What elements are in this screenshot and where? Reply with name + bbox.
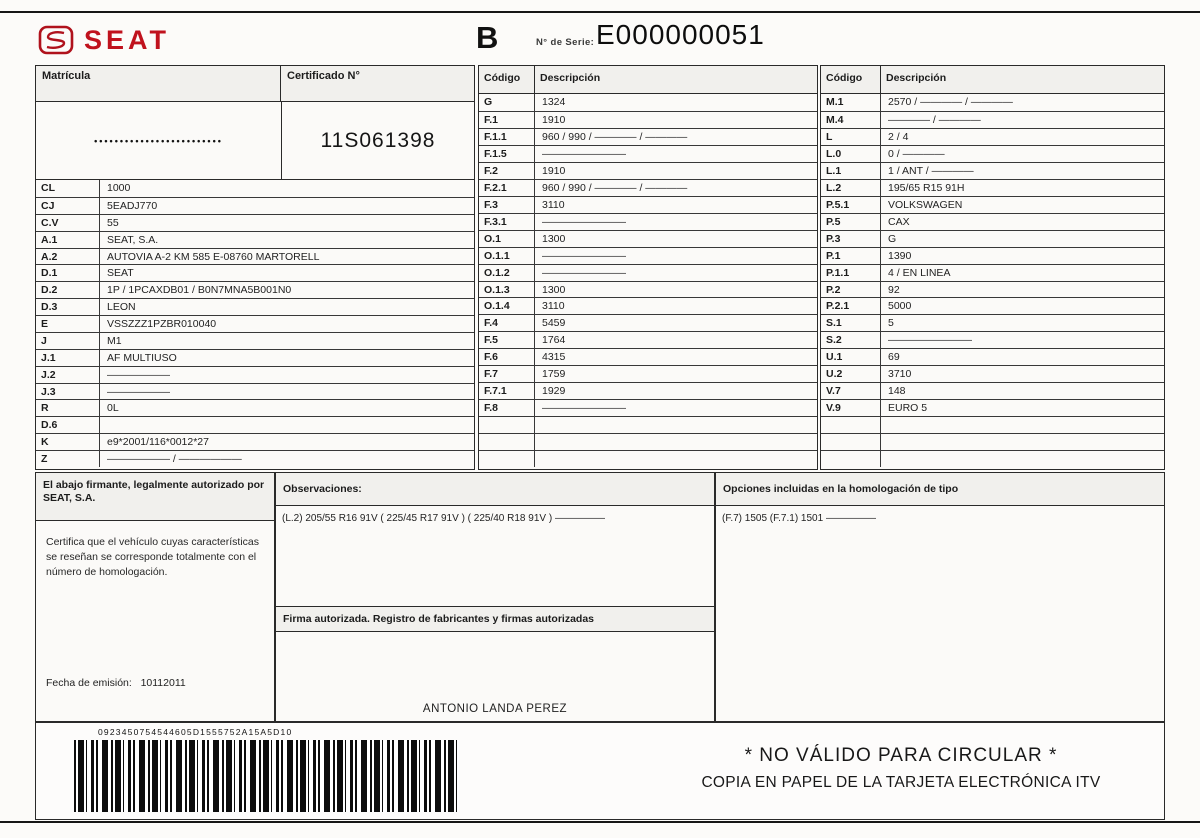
table-row (479, 331, 817, 348)
field-value: 2570 / ———— / ———— (888, 96, 1013, 108)
table-row (36, 399, 474, 416)
field-code: L (821, 129, 881, 145)
field-value: 55 (107, 216, 119, 229)
field-code: O.1.3 (479, 282, 535, 298)
field-value: 1764 (542, 334, 566, 347)
signer-box (35, 472, 275, 722)
field-code (479, 434, 535, 450)
field-value: SEAT (107, 267, 134, 280)
document-letter: B (476, 20, 499, 55)
field-value (881, 451, 893, 467)
field-code: O.1 (479, 231, 535, 247)
field-code (821, 434, 881, 450)
codes-table-header (821, 66, 1164, 94)
table-row (821, 196, 1164, 213)
field-value: 5 (888, 317, 894, 330)
field-code: F.7.1 (479, 383, 535, 399)
table-row (821, 247, 1164, 264)
barcode-image (74, 740, 459, 812)
field-value: 4 / EN LINEA (888, 266, 951, 279)
right-rows-body (821, 94, 1164, 467)
codigo-header: Código (479, 66, 535, 93)
field-value: CAX (888, 215, 910, 228)
field-code: F.3.1 (479, 214, 535, 230)
field-value: 92 (888, 283, 900, 296)
left-rows-body (36, 180, 474, 467)
table-row (479, 450, 817, 467)
table-row (479, 281, 817, 298)
field-value: 3710 (888, 368, 912, 381)
table-row (479, 230, 817, 247)
serial-number-value: E000000051 (596, 19, 765, 50)
field-code: F.4 (479, 315, 535, 331)
field-code: F.2 (479, 163, 535, 179)
table-row (479, 179, 817, 196)
field-code: D.3 (36, 299, 100, 315)
field-code: CJ (36, 198, 100, 214)
matricula-value: ••••••••••••••••••••••••• (94, 135, 223, 146)
table-row (479, 382, 817, 399)
field-value: 5000 (888, 300, 912, 313)
table-row (36, 197, 474, 214)
observaciones-text: (L.2) 205/55 R16 91V ( 225/45 R17 91V ) ( 225/40 R18 91V ) ————— (282, 513, 605, 524)
table-row (36, 315, 474, 332)
table-row (821, 94, 1164, 111)
table-row (821, 433, 1164, 450)
table-row (36, 450, 474, 467)
field-value: 1324 (542, 96, 566, 108)
table-row (821, 162, 1164, 179)
field-code: P.5 (821, 214, 881, 230)
table-row (479, 145, 817, 162)
table-row (821, 281, 1164, 298)
field-code: F.3 (479, 197, 535, 213)
table-row (821, 128, 1164, 145)
opciones-text: (F.7) 1505 (F.7.1) 1501 ————— (722, 513, 876, 524)
table-row (36, 298, 474, 315)
field-code: J (36, 333, 100, 349)
table-row (36, 416, 474, 433)
field-code: V.7 (821, 383, 881, 399)
field-value: —————— (107, 385, 170, 398)
table-row (36, 366, 474, 383)
descripcion-header: Descripción (540, 72, 601, 84)
table-row (821, 450, 1164, 467)
codes-table-middle (478, 65, 818, 470)
field-value: 0L (107, 402, 119, 415)
field-code: J.3 (36, 384, 100, 400)
table-row (36, 383, 474, 400)
table-row (36, 281, 474, 298)
field-code: Z (36, 451, 100, 467)
field-code: M.4 (821, 112, 881, 128)
field-value: 1910 (542, 113, 566, 126)
table-row (821, 111, 1164, 128)
footer-strip (35, 722, 1165, 820)
field-value: 0 / ———— (888, 147, 945, 160)
field-value: 1390 (888, 249, 912, 262)
field-code: D.1 (36, 265, 100, 281)
field-value (535, 417, 547, 433)
table-row (479, 365, 817, 382)
field-value (535, 451, 547, 467)
field-value: ———————— (542, 266, 626, 279)
field-value: —————— / —————— (107, 453, 242, 466)
certificado-header: Certificado N° (287, 70, 360, 82)
field-value: ———————— (542, 249, 626, 262)
issue-date-value: 10112011 (140, 677, 186, 689)
field-value (535, 434, 547, 450)
field-value: 5459 (542, 317, 566, 330)
seat-emblem-icon (38, 24, 74, 56)
field-code: A.1 (36, 232, 100, 248)
field-value: ———————— (542, 215, 626, 228)
field-code: U.1 (821, 349, 881, 365)
table-row (36, 332, 474, 349)
field-value: 1300 (542, 283, 566, 296)
notice-block (636, 745, 1166, 792)
certificado-cell (282, 102, 474, 179)
opciones-box (715, 472, 1165, 722)
field-code: S.1 (821, 315, 881, 331)
table-row (479, 264, 817, 281)
field-value: M1 (107, 334, 122, 347)
table-row (479, 196, 817, 213)
field-value: 148 (888, 385, 906, 398)
field-value: 3110 (542, 198, 565, 211)
table-row (36, 214, 474, 231)
table-row (821, 416, 1164, 433)
barcode-number: 0923450754544605D1555752A15A5D10 (98, 727, 293, 737)
field-code: O.1.4 (479, 298, 535, 314)
copia-papel-text: COPIA EN PAPEL DE LA TARJETA ELECTRÓNICA ITV (701, 774, 1101, 791)
field-code: F.2.1 (479, 180, 535, 196)
field-code: E (36, 316, 100, 332)
signer-name: ANTONIO LANDA PEREZ (422, 703, 568, 715)
field-value: 3110 (542, 300, 565, 313)
field-code: K (36, 434, 100, 450)
page-top-rule (0, 11, 1200, 13)
field-value: 1929 (542, 385, 566, 398)
field-code: C.V (36, 215, 100, 231)
field-code: D.2 (36, 282, 100, 298)
field-code: A.2 (36, 249, 100, 265)
plate-value-row (36, 102, 474, 180)
table-row (479, 348, 817, 365)
field-value: ———————— (542, 402, 626, 415)
no-valido-text: * NO VÁLIDO PARA CIRCULAR * (744, 745, 1058, 766)
table-row (821, 297, 1164, 314)
serial-number-label: N° de Serie: (536, 37, 595, 48)
table-row (479, 94, 817, 111)
table-row (821, 365, 1164, 382)
table-row (36, 231, 474, 248)
field-code: F.7 (479, 366, 535, 382)
table-row (821, 213, 1164, 230)
field-value: 1P / 1PCAXDB01 / B0N7MNA5B001N0 (107, 284, 292, 297)
field-value: —————— (107, 368, 170, 381)
table-row (821, 230, 1164, 247)
table-row (821, 179, 1164, 196)
table-row (36, 248, 474, 265)
table-row (479, 162, 817, 179)
field-value: 69 (888, 351, 900, 364)
field-value: ———— / ———— (888, 113, 981, 126)
field-value: 5EADJ770 (107, 199, 158, 212)
table-row (479, 433, 817, 450)
table-row (36, 180, 474, 197)
certifies-text: Certifica que el vehículo cuyas características se reseñan se corresponde totalmente con el número de homologación. (46, 536, 260, 578)
field-code: G (479, 94, 535, 111)
opciones-header: Opciones incluidas en la homologación de tipo (716, 473, 1164, 506)
field-code: D.6 (36, 417, 100, 433)
field-value: EURO 5 (888, 402, 928, 415)
field-value: LEON (107, 301, 136, 314)
table-row (36, 433, 474, 450)
field-code: M.1 (821, 94, 881, 111)
field-value: AF MULTIUSO (107, 351, 177, 364)
mid-rows-body (479, 94, 817, 467)
field-code: F.8 (479, 400, 535, 416)
signer-header: El abajo firmante, legalmente autorizado por SEAT, S.A. (36, 473, 274, 521)
field-code: J.1 (36, 350, 100, 366)
descripcion-header: Descripción (886, 72, 947, 84)
field-code: L.1 (821, 163, 881, 179)
field-code: L.0 (821, 146, 881, 162)
field-code (479, 451, 535, 467)
field-code: O.1.2 (479, 265, 535, 281)
table-row (479, 111, 817, 128)
field-value: ———————— (542, 147, 626, 160)
field-code: J.2 (36, 367, 100, 383)
field-value (881, 417, 893, 433)
table-row (821, 331, 1164, 348)
matricula-header: Matrícula (36, 66, 281, 101)
matricula-cell (36, 102, 282, 179)
table-row (479, 314, 817, 331)
field-value: 2 / 4 (888, 130, 909, 143)
firma-header: Firma autorizada. Registro de fabricantes y firmas autorizadas (276, 606, 714, 632)
field-value: 960 / 990 / ———— / ———— (542, 181, 688, 194)
field-value (881, 434, 893, 450)
table-row (479, 213, 817, 230)
table-row (821, 382, 1164, 399)
issue-date-label: Fecha de emisión: (46, 677, 132, 689)
field-value: 1910 (542, 164, 566, 177)
field-code: L.2 (821, 180, 881, 196)
table-row (821, 348, 1164, 365)
certificado-value: 11S061398 (320, 128, 436, 152)
field-value: 1000 (107, 182, 131, 194)
observaciones-header: Observaciones: (276, 473, 714, 506)
field-value: 195/65 R15 91H (888, 181, 965, 194)
table-row (821, 314, 1164, 331)
field-value: 1759 (542, 368, 566, 381)
field-code: F.1 (479, 112, 535, 128)
field-code: U.2 (821, 366, 881, 382)
table-row (479, 247, 817, 264)
field-code: P.2.1 (821, 298, 881, 314)
field-code: R (36, 400, 100, 416)
table-row (479, 128, 817, 145)
field-value: AUTOVIA A-2 KM 585 E-08760 MARTORELL (107, 250, 320, 263)
table-row (36, 349, 474, 366)
plate-table-header (36, 66, 474, 102)
field-code (479, 417, 535, 433)
field-code: F.6 (479, 349, 535, 365)
table-row (479, 416, 817, 433)
issue-date (46, 677, 186, 689)
field-value: 4315 (542, 351, 566, 364)
field-code: P.2 (821, 282, 881, 298)
field-value (100, 417, 112, 433)
field-code: P.3 (821, 231, 881, 247)
field-value: 960 / 990 / ———— / ———— (542, 130, 688, 143)
field-value: VSSZZZ1PZBR010040 (107, 318, 217, 331)
vehicle-data-table (35, 65, 475, 470)
codigo-header: Código (821, 66, 881, 93)
field-value: 1 / ANT / ———— (888, 164, 974, 177)
field-value: e9*2001/116*0012*27 (107, 436, 209, 449)
field-value: G (888, 232, 897, 245)
table-row (479, 297, 817, 314)
field-code: F.5 (479, 332, 535, 348)
table-row (479, 399, 817, 416)
field-value: 1300 (542, 232, 566, 245)
table-row (821, 145, 1164, 162)
table-row (821, 399, 1164, 416)
codes-table-header (479, 66, 817, 94)
field-value: SEAT, S.A. (107, 233, 159, 246)
field-value: VOLKSWAGEN (888, 198, 963, 211)
field-code: O.1.1 (479, 248, 535, 264)
field-code: F.1.5 (479, 146, 535, 162)
table-row (821, 264, 1164, 281)
field-code: S.2 (821, 332, 881, 348)
page-bottom-rule (0, 821, 1200, 823)
field-code: V.9 (821, 400, 881, 416)
codes-table-right (820, 65, 1165, 470)
table-row (36, 264, 474, 281)
field-code: F.1.1 (479, 129, 535, 145)
field-code (821, 451, 881, 467)
field-code: P.1.1 (821, 265, 881, 281)
observaciones-box (275, 472, 715, 722)
field-code: CL (36, 180, 100, 197)
brand-wordmark: SEAT (84, 24, 171, 55)
field-code: P.1 (821, 248, 881, 264)
seat-logo (38, 24, 170, 56)
field-code: P.5.1 (821, 197, 881, 213)
field-code (821, 417, 881, 433)
field-value: ———————— (888, 334, 972, 347)
